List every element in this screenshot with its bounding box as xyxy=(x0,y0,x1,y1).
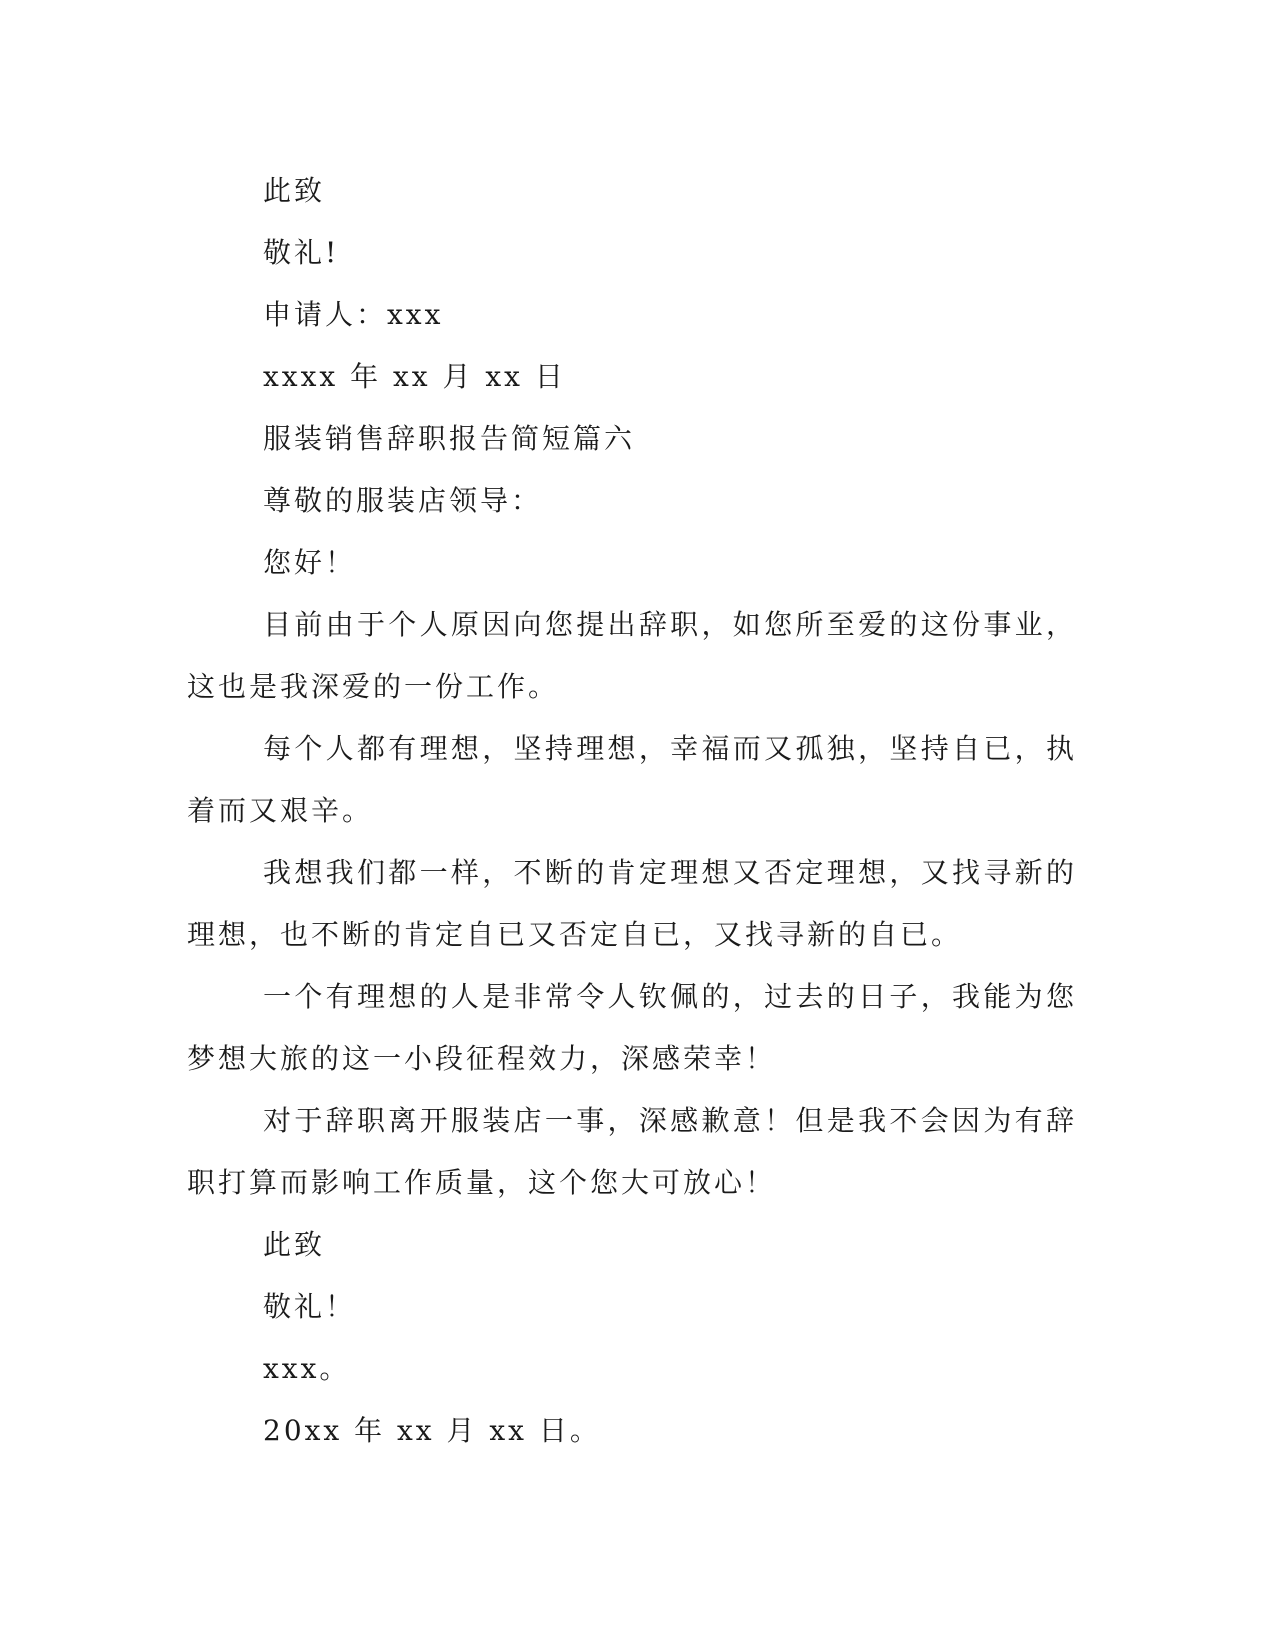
date-line: xxxx 年 xx 月 xx 日 xyxy=(263,360,566,393)
paragraph-gratitude: 一个有理想的人是非常令人钦佩的，过去的日子，我能为您梦想大旅的这一小段征程效力，深感荣幸！ xyxy=(187,980,1077,1075)
signature-name: xxx。 xyxy=(263,1352,351,1385)
closing-salutation: 此致 xyxy=(263,174,326,207)
paragraph-self: 我想我们都一样，不断的肯定理想又否定理想，又找寻新的理想，也不断的肯定自已又否定自已，又找寻新的自已。 xyxy=(187,856,1077,951)
greeting: 您好！ xyxy=(263,546,357,579)
section-title: 服装销售辞职报告简短篇六 xyxy=(263,422,636,455)
closing-respect-2: 敬礼！ xyxy=(263,1290,357,1323)
letter-salutation: 尊敬的服装店领导： xyxy=(263,484,543,517)
applicant-line: 申请人：xxx xyxy=(263,298,444,331)
document-body xyxy=(187,160,1077,1462)
paragraph-ideals: 每个人都有理想，坚持理想，幸福而又孤独，坚持自已，执着而又艰辛。 xyxy=(187,732,1077,827)
closing-respect: 敬礼! xyxy=(263,236,340,269)
paragraph-apology: 对于辞职离开服装店一事，深感歉意！但是我不会因为有辞职打算而影响工作质量，这个您大可放心！ xyxy=(187,1104,1077,1199)
closing-salutation-2: 此致 xyxy=(263,1228,326,1261)
paragraph-reason: 目前由于个人原因向您提出辞职，如您所至爱的这份事业，这也是我深爱的一份工作。 xyxy=(187,608,1077,703)
signature-date: 20xx 年 xx 月 xx 日。 xyxy=(263,1414,601,1447)
